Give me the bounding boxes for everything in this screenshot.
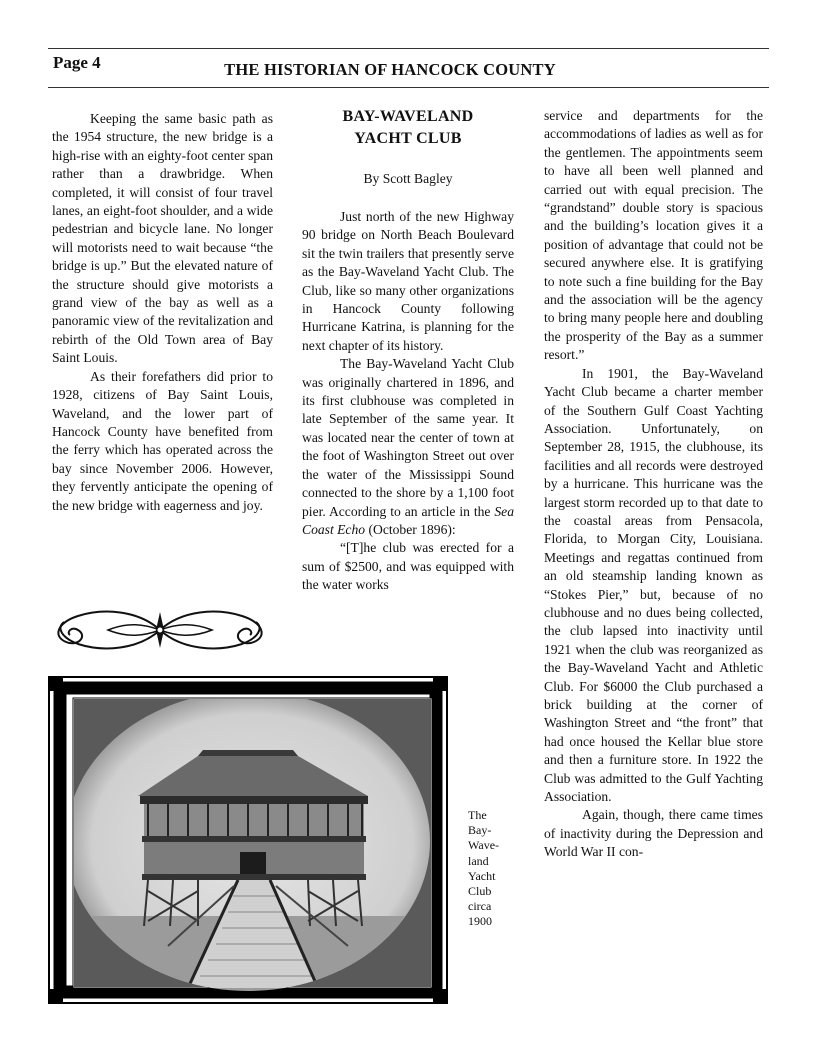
- paragraph: In 1901, the Bay-Waveland Yacht Club became a charter member of the Southern Gulf Coast Yachting Association. Unfortunately, on September 28, 1915, the clubhouse, its facilities and all records were destroyed by a hurricane. This hurricane was the largest storm recorded up to that date to the coastal areas from Pensacola, Florida, to Morgan City, Louisiana. Meetings and regattas continued from an old steamship landing known as “Stokes Pier,” but, because of no clubhouse and no dues being collected, the club lapsed into inactivity until 1921 when the club was reorganized as the Bay-Waveland Yacht and Athletic Club. For $6000 the Club purchased a brick building at the corner of Washington Street and “the front” that had once housed the Kellar blue store and then a furniture store. In 1922 the Club was admitted to the Gulf Yachting Association.: [544, 365, 763, 805]
- paragraph: service and departments for the accommodations of ladies as well as for the gentlemen. The appointments seem to have all been well planned and carried out with equal precision. The “grandstand” double story is spacious and the building’s location gives it a position of advantage that could not be secured anywhere else. It is gratifying to note such a fine building for the Bay and the association will be the agency to bring many people here and doubling the prosperity of the Bay as a summer resort.”: [544, 108, 763, 363]
- page-number: Page 4: [53, 53, 101, 72]
- historic-clubhouse-photo-icon: [48, 676, 448, 1004]
- caption-line: land: [468, 853, 489, 868]
- caption-line: Wave-: [468, 838, 500, 853]
- caption-line: The: [468, 808, 487, 822]
- paragraph: [302, 355, 514, 539]
- column-2: [302, 208, 514, 595]
- paragraph-text: The Bay-Waveland Yacht Club was originally chartered in 1896, and its first clubhouse was completed in late September of the same year. It was located near the center of town at the foot of Washington Street out over the water of the Mississippi Sound connected to the shore by a 1,100 foot pier. According to an article in the: [302, 356, 514, 519]
- article-title: [302, 106, 514, 150]
- caption-line: circa: [468, 899, 492, 914]
- title-line: BAY-WAVELAND: [342, 108, 474, 125]
- header-top-rule: [48, 48, 769, 49]
- photo-caption: [468, 808, 516, 930]
- title-line: YACHT CLUB: [354, 130, 462, 147]
- byline: By Scott Bagley: [363, 171, 453, 186]
- column-3: [544, 107, 763, 862]
- header-bottom-rule: [48, 87, 769, 88]
- newspaper-name: Sea Coast Echo: [302, 503, 514, 537]
- scroll-flourish-ornament-icon: [48, 602, 272, 658]
- paragraph: “[T]he club was erected for a sum of $2500, and was equipped with the water works: [302, 540, 514, 593]
- caption-line: Club: [468, 884, 492, 899]
- paragraph: Just north of the new Highway 90 bridge on North Beach Boulevard sit the twin trailers that presently serve as the Bay-Waveland Yacht Club. The Club, like so many other organizations in Hancock County following Hurricane Katrina, is planning for the next chapter of its history.: [302, 209, 514, 353]
- column-1: [52, 110, 273, 515]
- paragraph: Keeping the same basic path as the 1954 structure, the new bridge is a high-rise with an eighty-foot center span rather than a drawbridge. When completed, it will consist of four travel lanes, an eight-foot shoulder, and a wide pedestrian and bicycle lane. No longer will motorists need to wait because “the bridge is up.” But the elevated nature of the structure should give motorists a grand view of the bay as well as a panoramic view of the revitalization and rebirth of the Old Town area of Bay Saint Louis.: [52, 111, 273, 366]
- caption-line: Yacht: [468, 868, 496, 883]
- caption-line: Bay-: [468, 823, 492, 838]
- caption-line: 1900: [468, 914, 492, 929]
- paragraph: As their forefathers did prior to 1928, citizens of Bay Saint Louis, Waveland, and the lower part of Hancock County have benefited from the ferry which has operated across the bay since November 2006. However, they fervently anticipate the opening of the new bridge with eagerness and joy.: [52, 368, 273, 513]
- paragraph: Again, though, there came times of inactivity during the Depression and World War II con-: [544, 807, 763, 860]
- publication-title: THE HISTORIAN OF HANCOCK COUNTY: [224, 60, 556, 79]
- paragraph-text: (October 1896):: [368, 521, 456, 537]
